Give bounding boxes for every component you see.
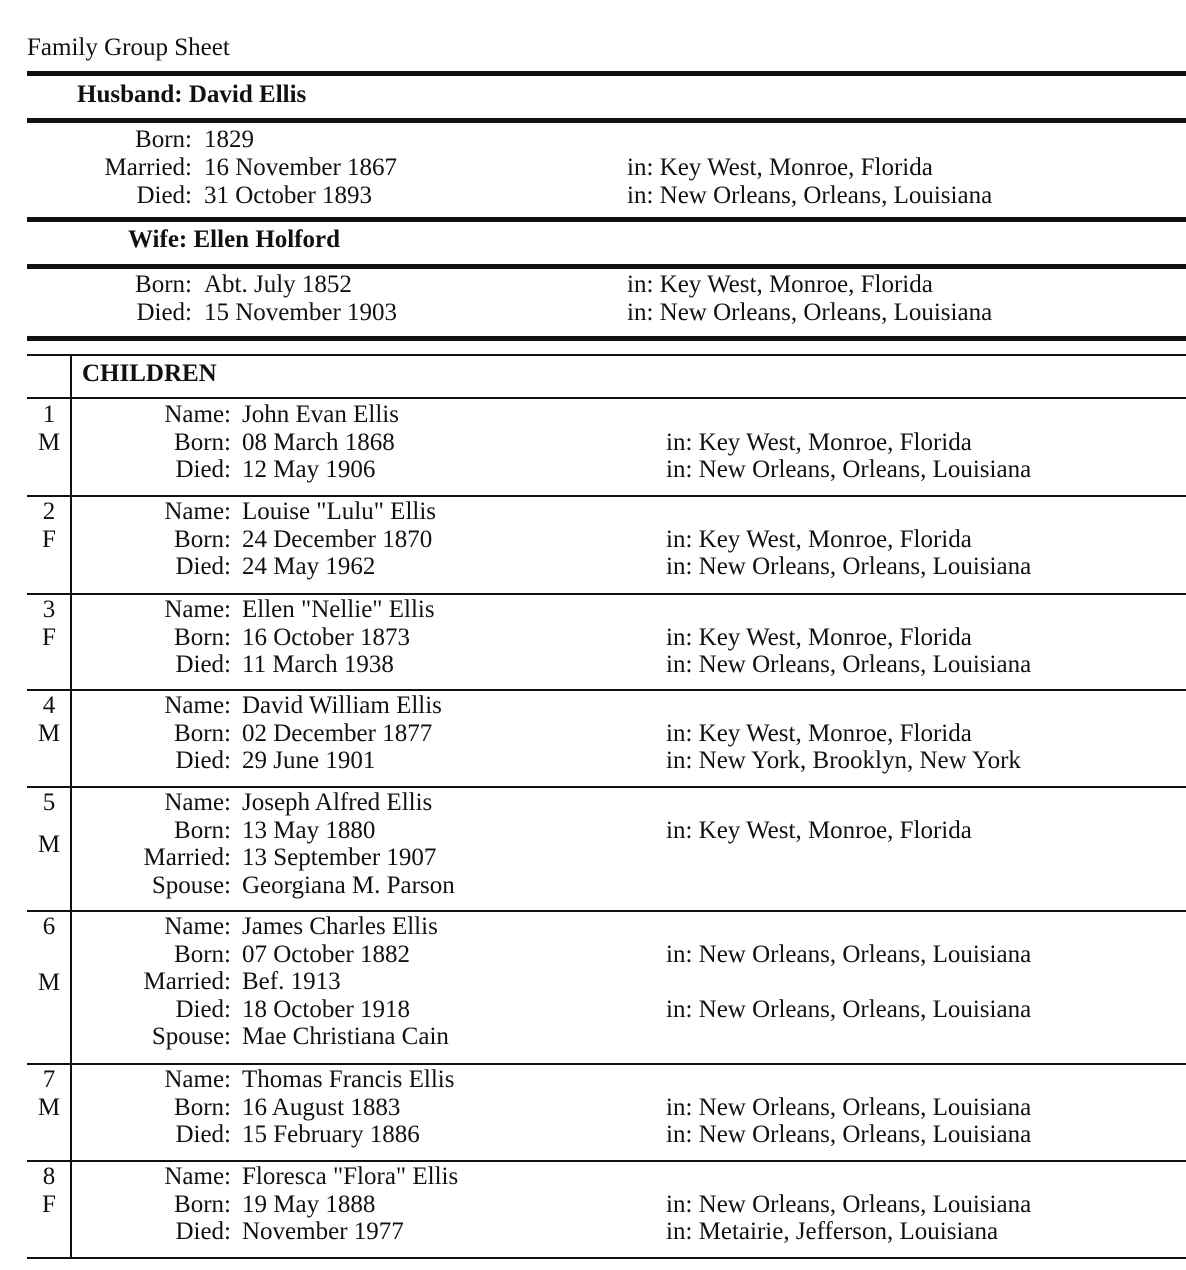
child-row-place: in: Key West, Monroe, Florida	[666, 623, 972, 651]
child-row-label: Born:	[174, 816, 231, 844]
child-row-label: Name:	[164, 913, 231, 940]
child-row-value: Mae Christiana Cain	[242, 1023, 449, 1051]
child-separator	[27, 593, 1186, 595]
child-row-label: Married:	[143, 968, 231, 996]
child-number: 8	[42, 1163, 56, 1190]
wife-event-label: Born:	[135, 271, 192, 298]
child-number: 2	[42, 498, 56, 525]
child-row-label: Died:	[175, 747, 231, 775]
husband-event-place: in: New Orleans, Orleans, Louisiana	[627, 182, 993, 209]
child-separator	[27, 1063, 1186, 1065]
child-row-label: Died:	[175, 651, 231, 679]
child-sex: M	[37, 831, 61, 858]
rule-husband	[27, 118, 1186, 123]
child-row-place: in: Metairie, Jefferson, Louisiana	[666, 1218, 999, 1246]
child-row-value: 16 August 1883	[242, 1093, 401, 1121]
child-number: 3	[42, 596, 56, 623]
child-row-value: 08 March 1868	[242, 428, 395, 456]
husband-event-value: 16 November 1867	[204, 154, 398, 181]
husband-event-place: in: Key West, Monroe, Florida	[627, 154, 933, 181]
child-row-value: John Evan Ellis	[242, 401, 399, 428]
child-row-label: Name:	[164, 789, 231, 816]
child-separator	[27, 1160, 1186, 1162]
child-sex: F	[42, 526, 56, 553]
child-row-label: Name:	[164, 596, 231, 623]
child-row-value: 19 May 1888	[242, 1190, 376, 1218]
child-row-label: Name:	[164, 498, 231, 525]
child-row-value: 29 June 1901	[242, 747, 376, 775]
rule-children-heading-bottom	[27, 397, 1186, 399]
wife-event-value: 15 November 1903	[204, 299, 398, 326]
child-separator	[27, 495, 1186, 497]
child-row-label: Spouse:	[151, 871, 231, 899]
child-sex: F	[42, 1191, 56, 1218]
wife-event-place: in: New Orleans, Orleans, Louisiana	[627, 299, 993, 326]
rule-children-bottom	[27, 1257, 1186, 1259]
child-row-value: Georgiana M. Parson	[242, 871, 455, 899]
child-row-value: Joseph Alfred Ellis	[242, 789, 433, 816]
husband-event-label: Died:	[136, 182, 192, 209]
child-row-place: in: New Orleans, Orleans, Louisiana	[666, 1093, 1032, 1121]
child-row-place: in: New Orleans, Orleans, Louisiana	[666, 553, 1032, 581]
child-row-value: David William Ellis	[242, 692, 442, 719]
child-row-value: 18 October 1918	[242, 995, 411, 1023]
wife-label: Wife:	[128, 226, 188, 253]
child-row-label: Born:	[174, 940, 231, 968]
child-row-label: Name:	[164, 1163, 231, 1190]
child-number: 7	[42, 1066, 56, 1093]
page-title: Family Group Sheet	[27, 34, 230, 61]
wife-name: Ellen Holford	[193, 226, 341, 253]
child-row-value: 24 May 1962	[242, 553, 376, 581]
child-row-place: in: Key West, Monroe, Florida	[666, 816, 972, 844]
husband-event-label: Born:	[135, 126, 192, 153]
child-row-label: Born:	[174, 623, 231, 651]
child-row-value: 13 September 1907	[242, 844, 437, 872]
child-sex: M	[37, 720, 61, 747]
child-sex: M	[37, 1094, 61, 1121]
children-heading: CHILDREN	[82, 360, 217, 387]
child-row-label: Died:	[175, 1121, 231, 1149]
husband-event-value: 1829	[204, 126, 254, 153]
child-row-label: Born:	[174, 1190, 231, 1218]
child-row-place: in: New Orleans, Orleans, Louisiana	[666, 651, 1032, 679]
rule-top	[27, 71, 1186, 76]
child-row-value: Floresca "Flora" Ellis	[242, 1163, 459, 1190]
child-row-value: 13 May 1880	[242, 816, 376, 844]
wife-heading	[128, 226, 340, 254]
child-row-place: in: New Orleans, Orleans, Louisiana	[666, 1190, 1032, 1218]
child-row-value: Louise "Lulu" Ellis	[242, 498, 437, 525]
child-row-label: Name:	[164, 401, 231, 428]
husband-name: David Ellis	[188, 81, 307, 108]
child-row-place: in: New York, Brooklyn, New York	[666, 747, 1021, 775]
child-row-label: Spouse:	[151, 1023, 231, 1051]
child-row-place: in: New Orleans, Orleans, Louisiana	[666, 995, 1032, 1023]
child-row-value: 24 December 1870	[242, 525, 433, 553]
child-row-value: 12 May 1906	[242, 456, 376, 484]
child-row-place: in: New Orleans, Orleans, Louisiana	[666, 456, 1032, 484]
rule-children-top	[27, 336, 1186, 341]
child-row-label: Born:	[174, 719, 231, 747]
child-number: 5	[42, 789, 56, 816]
child-row-place: in: New Orleans, Orleans, Louisiana	[666, 940, 1032, 968]
child-row-label: Name:	[164, 692, 231, 719]
child-row-value: 02 December 1877	[242, 719, 433, 747]
child-row-place: in: Key West, Monroe, Florida	[666, 428, 972, 456]
husband-event-value: 31 October 1893	[204, 182, 373, 209]
child-row-label: Died:	[175, 1218, 231, 1246]
child-row-label: Died:	[175, 456, 231, 484]
child-row-value: Thomas Francis Ellis	[242, 1066, 455, 1093]
wife-event-place: in: Key West, Monroe, Florida	[627, 271, 933, 298]
child-row-value: 15 February 1886	[242, 1121, 420, 1149]
husband-heading	[77, 81, 306, 109]
child-sex: F	[42, 624, 56, 651]
child-number: 6	[42, 913, 56, 940]
child-number: 4	[42, 692, 56, 719]
child-row-label: Born:	[174, 1093, 231, 1121]
child-row-place: in: Key West, Monroe, Florida	[666, 525, 972, 553]
rule-wife-top	[27, 217, 1186, 222]
child-sex: M	[37, 969, 61, 996]
child-row-value: Ellen "Nellie" Ellis	[242, 596, 435, 623]
child-row-place: in: Key West, Monroe, Florida	[666, 719, 972, 747]
child-separator	[27, 786, 1186, 788]
wife-event-label: Died:	[136, 299, 192, 326]
child-row-label: Born:	[174, 525, 231, 553]
child-row-label: Married:	[143, 844, 231, 872]
child-row-value: 11 March 1938	[242, 651, 394, 679]
child-row-value: 07 October 1882	[242, 940, 411, 968]
husband-label: Husband:	[77, 81, 183, 108]
child-number: 1	[42, 401, 56, 428]
child-row-place: in: New Orleans, Orleans, Louisiana	[666, 1121, 1032, 1149]
child-row-label: Name:	[164, 1066, 231, 1093]
child-row-label: Died:	[175, 995, 231, 1023]
child-separator	[27, 689, 1186, 691]
child-sex: M	[37, 429, 61, 456]
child-row-value: 16 October 1873	[242, 623, 411, 651]
wife-event-value: Abt. July 1852	[204, 271, 352, 298]
child-row-label: Died:	[175, 553, 231, 581]
rule-wife	[27, 264, 1186, 269]
rule-children-header	[27, 354, 1186, 356]
husband-event-label: Married:	[104, 154, 192, 181]
child-row-value: James Charles Ellis	[242, 913, 438, 940]
child-row-value: Bef. 1913	[242, 968, 341, 996]
child-row-value: November 1977	[242, 1218, 404, 1246]
child-row-label: Born:	[174, 428, 231, 456]
child-separator	[27, 910, 1186, 912]
